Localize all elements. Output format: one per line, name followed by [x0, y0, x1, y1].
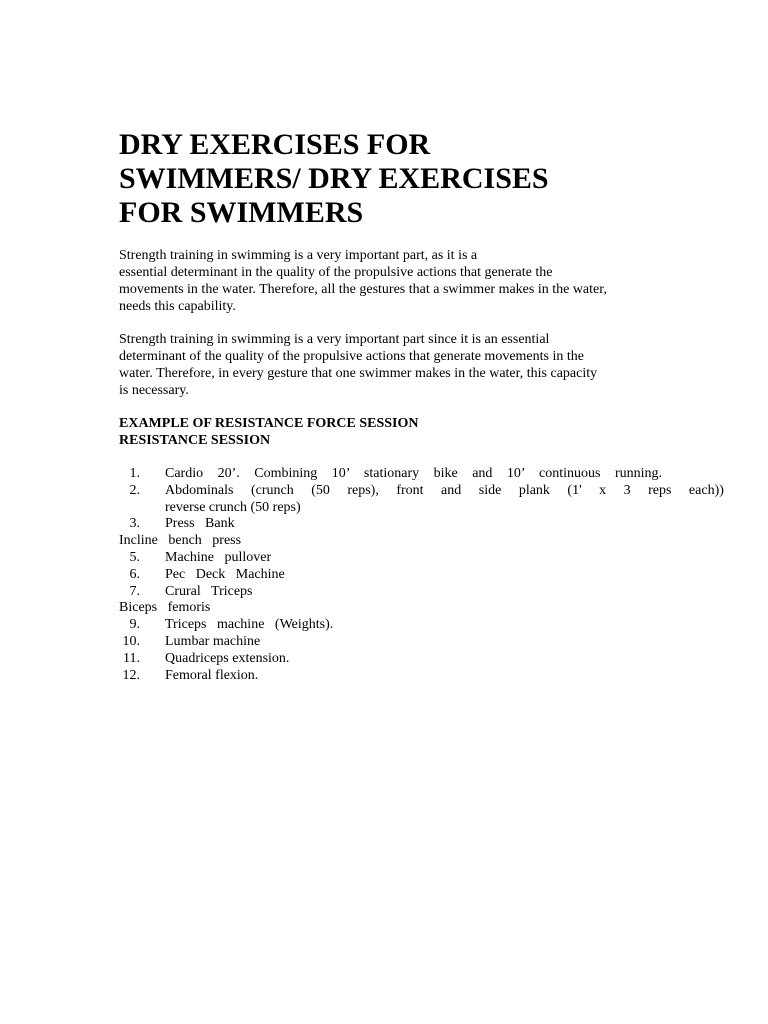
list-item-text: Femoral flexion. — [165, 667, 259, 683]
list-item-number: 10. — [122, 633, 140, 649]
list-item — [119, 668, 691, 685]
paragraph-1 — [119, 247, 679, 315]
list-item — [119, 466, 691, 483]
section-heading-line: RESISTANCE SESSION — [119, 433, 271, 448]
paragraph-line: Strength training in swimming is a very important part, as it is a — [119, 248, 478, 263]
list-item-text: Press Bank — [165, 516, 235, 532]
list-item-number: 2. — [129, 482, 140, 498]
paragraph-line: needs this capability. — [119, 299, 236, 314]
title-line: FOR SWIMMERS — [119, 196, 364, 229]
list-item — [119, 584, 691, 601]
list-plain-text: Incline bench press — [119, 533, 242, 549]
list-plain-line — [119, 600, 691, 617]
list-item-text: Quadriceps extension. — [165, 650, 290, 666]
title-line: SWIMMERS/ DRY EXERCISES — [119, 162, 549, 195]
list-item-continuation: reverse crunch (50 reps) — [165, 499, 301, 515]
list-item — [119, 567, 691, 584]
list-plain-line — [119, 533, 691, 550]
list-item-number: 7. — [129, 583, 140, 599]
list-item-number: 1. — [129, 466, 140, 481]
list-item-number: 11. — [123, 650, 140, 666]
list-item-text: Cardio 20’. Combining 10’ stationary bike and 10’ continuous running. — [165, 466, 663, 481]
list-item-text: Machine pullover — [165, 549, 272, 565]
paragraph-line: determinant of the quality of the propulsive actions that generate movements in the — [119, 349, 584, 364]
list-item-text: Crural Triceps — [165, 583, 253, 599]
list-item-number: 6. — [129, 566, 140, 582]
list-item — [119, 634, 691, 651]
list-item — [119, 550, 691, 567]
list-plain-text: Biceps femoris — [119, 600, 211, 616]
list-item-number: 3. — [129, 516, 140, 532]
title-line: DRY EXERCISES FOR — [119, 128, 431, 161]
paragraph-line: is necessary. — [119, 383, 189, 398]
list-item — [119, 482, 724, 517]
list-item — [119, 516, 691, 533]
list-item-text: Triceps machine (Weights). — [165, 617, 334, 633]
section-heading — [119, 415, 419, 449]
list-item — [119, 617, 691, 634]
exercise-list — [119, 466, 724, 684]
paragraph-line: water. Therefore, in every gesture that one swimmer makes in the water, this capacity — [119, 366, 598, 381]
list-item-number: 12. — [122, 667, 140, 683]
list-item — [119, 651, 691, 668]
list-item-number: 5. — [129, 549, 140, 565]
paragraph-line: movements in the water. Therefore, all the gestures that a swimmer makes in the water, — [119, 282, 607, 297]
list-item-number: 9. — [129, 617, 140, 633]
paragraph-line: essential determinant in the quality of the propulsive actions that generate the — [119, 265, 553, 280]
section-heading-line: EXAMPLE OF RESISTANCE FORCE SESSION — [119, 416, 419, 431]
list-item-text: Lumbar machine — [165, 633, 261, 649]
list-item-text: Pec Deck Machine — [165, 566, 285, 582]
list-item-text: Abdominals (crunch (50 reps), front and side plank (1' x 3 reps each)) — [165, 482, 724, 498]
document-title — [119, 128, 679, 230]
paragraph-line: Strength training in swimming is a very important part since it is an essential — [119, 332, 550, 347]
paragraph-2 — [119, 331, 679, 399]
